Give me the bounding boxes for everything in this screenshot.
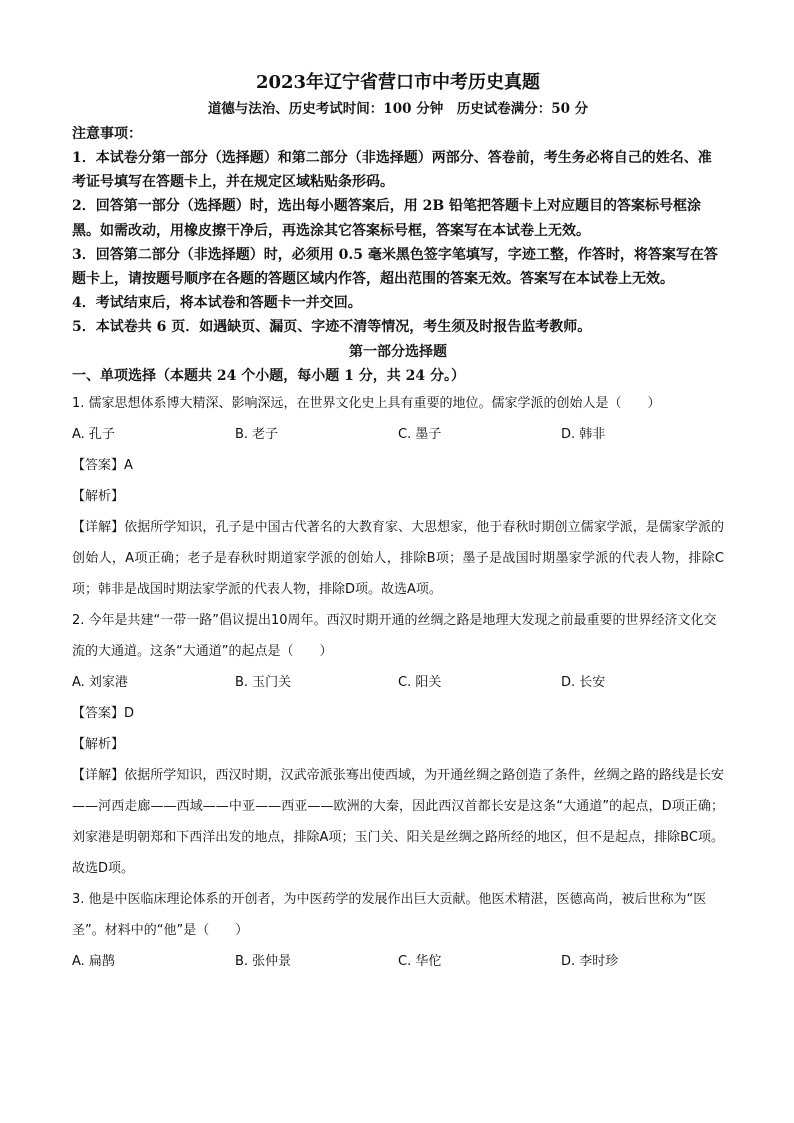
question-stem: 3. 他是中医临床理论体系的开创者，为中医药学的发展作出巨大贡献。他医术精湛，医德高尚，被后世称为“医圣”。材料中的“他”是（ ）	[72, 891, 707, 938]
analysis-label: 【解析】	[72, 736, 125, 752]
option-c: C. 阳关	[398, 674, 442, 690]
notice-item: 3．回答第二部分（非选择题）时，必须用 0.5 毫米黑色签字笔填写，字迹工整，作答时，将答案写在答题卡上，请按题号顺序在各题的答题区域内作答，超出范围的答案无效。答案写在本试卷上无效。	[72, 246, 718, 288]
exam-page	[72, 70, 724, 977]
option-d: D. 李时珍	[561, 953, 619, 969]
notice-heading: 注意事项：	[72, 126, 142, 142]
notice-item: 4．考试结束后，将本试卷和答题卡一并交回。	[72, 295, 362, 312]
option-row	[72, 667, 724, 698]
option-b: B. 老子	[235, 426, 279, 442]
question-stem: 2. 今年是共建“一带一路”倡议提出10周年。西汉时期开通的丝绸之路是地理大发现之前最重要的世界经济文化交流的大通道。这条“大通道”的起点是（ ）	[72, 612, 717, 659]
analysis-label: 【解析】	[72, 488, 125, 504]
option-row	[72, 419, 724, 450]
answer-label: 【答案】A	[72, 457, 133, 473]
detail-explanation: 【详解】依据所学知识，孔子是中国古代著名的大教育家、大思想家，他于春秋时期创立儒家学派，是儒家学派的创始人，A项正确；老子是春秋时期道家学派的创始人，排除B项；墨子是战国时期墨家学派的代表人物，排除C项；韩非是战国时期法家学派的代表人物，排除D项。故选A项。	[72, 519, 724, 597]
option-row	[72, 946, 724, 977]
option-b: B. 张仲景	[235, 953, 292, 969]
option-b: B. 玉门关	[235, 674, 292, 690]
option-c: C. 墨子	[398, 426, 442, 442]
notice-item: 5．本试卷共 6 页．如遇缺页、漏页、字迹不清等情况，考生须及时报告监考教师。	[72, 319, 592, 336]
option-a: A. 孔子	[72, 426, 115, 442]
option-a: A. 刘家港	[72, 674, 128, 690]
exam-info: 道德与法治、历史考试时间：100 分钟 历史试卷满分：50 分	[207, 101, 589, 117]
detail-explanation: 【详解】依据所学知识，西汉时期，汉武帝派张骞出使西域，为开通丝绸之路创造了条件，丝绸之路的路线是长安——河西走廊——西域——中亚——西亚——欧洲的大秦，因此西汉首都长安是这条“大通道”的起点，D项正确；刘家港是明朝郑和下西洋出发的地点，排除A项；玉门关、阳关是丝绸之路所经的地区，但不是起点，排除BC项。故选D项。	[72, 767, 724, 876]
notice-item: 1．本试卷分第一部分（选择题）和第二部分（非选择题）两部分、答卷前，考生务必将自己的姓名、准考证号填写在答题卡上，并在规定区域粘贴条形码。	[72, 150, 712, 191]
option-d: D. 长安	[561, 674, 606, 690]
part-heading: 第一部分选择题	[349, 343, 447, 360]
question-stem: 1. 儒家思想体系博大精深、影响深远，在世界文化史上具有重要的地位。儒家学派的创始人是（ ）	[72, 395, 661, 411]
notice-item: 2．回答第一部分（选择题）时，选出每小题答案后，用 2B 铅笔把答题卡上对应题目的答案标号框涂黑。如需改动，用橡皮擦干净后，再选涂其它答案标号框，答案写在本试卷上无效。	[72, 198, 702, 239]
option-a: A. 扁鹊	[72, 953, 115, 969]
option-c: C. 华佗	[398, 953, 442, 969]
option-d: D. 韩非	[561, 426, 606, 442]
answer-label: 【答案】D	[72, 705, 135, 721]
section-heading: 一、单项选择（本题共 24 个小题，每小题 1 分，共 24 分。）	[72, 367, 465, 384]
page-title: 2023年辽宁省营口市中考历史真题	[255, 72, 541, 93]
